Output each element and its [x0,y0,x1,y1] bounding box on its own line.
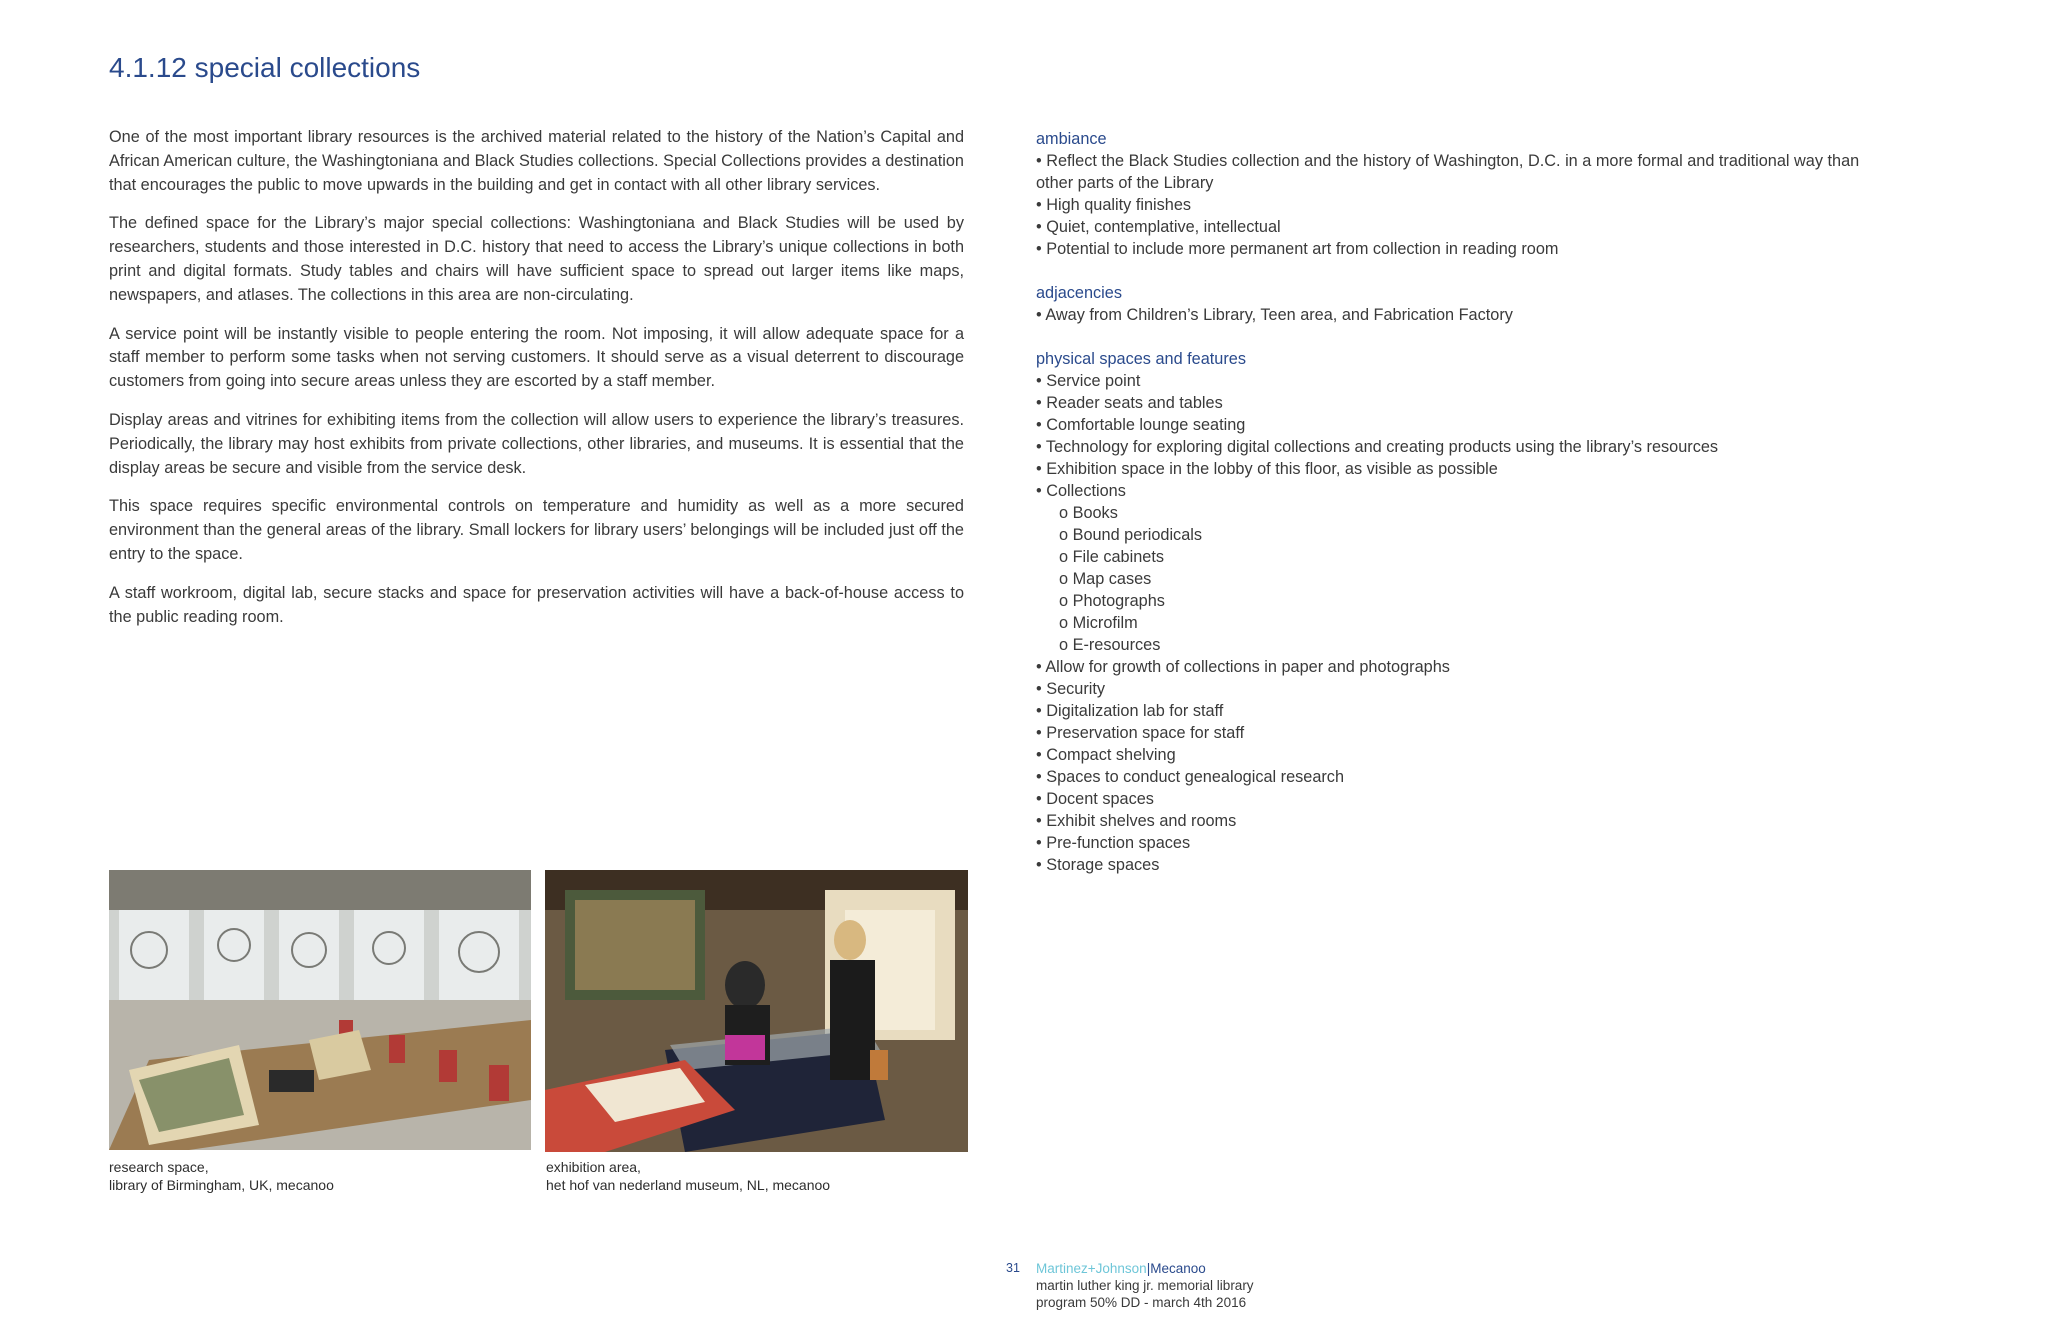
sub-list-item: o Map cases [1059,570,1152,588]
intro-text [109,126,964,644]
ambiance-section [1036,128,1936,260]
list-item: • Spaces to conduct genealogical research [1036,768,1345,786]
sub-list-item: o File cabinets [1059,548,1164,566]
requirements-column [1036,128,1936,898]
sub-list-item: o Books [1059,504,1118,522]
list-item: • Digitalization lab for staff [1036,702,1224,720]
brand-mecanoo: Mecanoo [1150,1261,1206,1276]
footer-project-name: martin luther king jr. memorial library [1036,1278,1254,1293]
page-title: 4.1.12 special collections [109,52,421,83]
paragraph: A staff workroom, digital lab, secure stacks and space for preservation activities will have a back-of-house access to the public reading room. [109,583,964,626]
footer-program-date: program 50% DD - march 4th 2016 [1036,1295,1247,1310]
list-item: • High quality finishes [1036,196,1192,214]
list-item: • Preservation space for staff [1036,724,1245,742]
list-item: • Technology for exploring digital collections and creating products using the library’s resources [1036,438,1719,456]
sub-list-item: o Microfilm [1059,614,1138,632]
list-item: • Security [1036,680,1106,698]
list-item: • Collections [1036,482,1126,500]
list-item: • Quiet, contemplative, intellectual [1036,218,1281,236]
list-item: • Exhibition space in the lobby of this floor, as visible as possible [1036,460,1498,478]
sub-list-item: o Bound periodicals [1059,526,1203,544]
list-item: • Potential to include more permanent art from collection in reading room [1036,240,1559,258]
list-item: • Comfortable lounge seating [1036,416,1246,434]
caption-line: het hof van nederland museum, NL, mecanoo [546,1177,831,1193]
research-space-photo [109,870,531,1150]
caption-line: library of Birmingham, UK, mecanoo [109,1177,334,1193]
photo-caption [109,1158,539,1194]
exhibition-area-photo [545,870,968,1152]
section-heading: adjacencies [1036,284,1122,302]
list-item: • Exhibit shelves and rooms [1036,812,1237,830]
paragraph: This space requires specific environmental controls on temperature and humidity as well as a more secured environment than the general areas of the library. Small lockers for library users’ belongings will be included just off the entry to the space. [109,497,964,563]
brand-separator: | [1146,1261,1151,1276]
footer-brand [1036,1260,1254,1277]
page-number: 31 [1006,1261,1020,1275]
list-item: • Allow for growth of collections in paper and photographs [1036,658,1450,676]
list-item: • Away from Children’s Library, Teen area, and Fabrication Factory [1036,306,1513,324]
list-item: • Docent spaces [1036,790,1154,808]
list-item: • Compact shelving [1036,746,1176,764]
section-heading: ambiance [1036,130,1107,148]
list-item: • Reader seats and tables [1036,394,1223,412]
paragraph: Display areas and vitrines for exhibiting items from the collection will allow users to experience the library’s treasures. Periodically, the library may host exhibits from private collections, other libraries, and museums. It is essential that the display areas be secure and visible from the service desk. [109,410,964,477]
paragraph: A service point will be instantly visible to people entering the room. Not imposing, it will allow adequate space for a staff member to perform some tasks when not serving customers. It should serve as a visual deterrent to discourage customers from going into secure areas unless they are escorted by a staff member. [109,324,964,391]
adjacencies-section [1036,282,1936,326]
brand-martinez-johnson: Martinez+Johnson [1036,1261,1147,1276]
caption-line: research space, [109,1159,209,1175]
list-item: other parts of the Library [1036,174,1214,192]
list-item: • Reflect the Black Studies collection and the history of Washington, D.C. in a more formal and traditional way than [1036,152,1860,170]
list-item: • Storage spaces [1036,856,1160,874]
footer-text [1036,1260,1254,1311]
physical-spaces-section [1036,348,1936,876]
photo-caption [546,1158,976,1194]
paragraph: The defined space for the Library’s major special collections: Washingtoniana and Black Studies will be used by researchers, students and those interested in D.C. history that need to access the Library’s unique collections in both print and digital formats. Study tables and chairs will have sufficient space to spread out larger items like maps, newspapers, and atlases. The collections in this area are non-circulating. [109,214,964,304]
section-heading: physical spaces and features [1036,350,1246,368]
sub-list-item: o Photographs [1059,592,1165,610]
list-item: • Pre-function spaces [1036,834,1191,852]
sub-list-item: o E-resources [1059,636,1161,654]
list-item: • Service point [1036,372,1141,390]
paragraph: One of the most important library resources is the archived material related to the history of the Nation’s Capital and African American culture, the Washingtoniana and Black Studies collections. Special Collections provides a destination that encourages the public to move upwards in the building and get in contact with all other library services. [109,128,964,194]
caption-line: exhibition area, [546,1159,641,1175]
